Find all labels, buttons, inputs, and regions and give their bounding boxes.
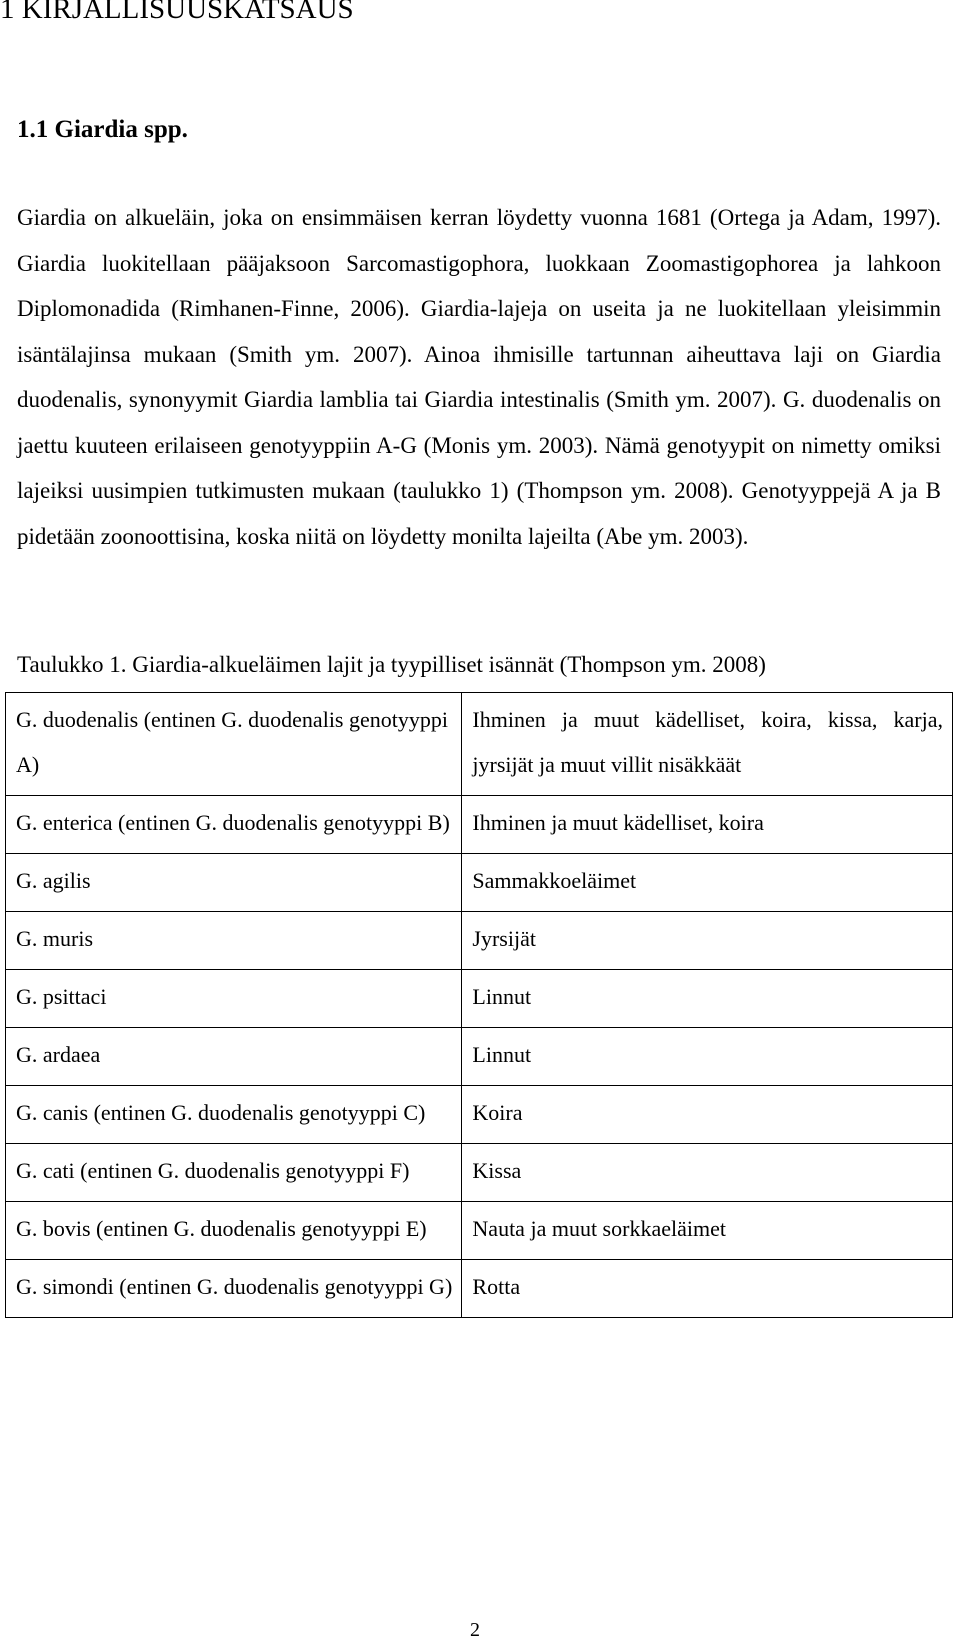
table-row (6, 693, 953, 796)
host-cell: Jyrsijät (462, 912, 953, 970)
table-caption: Taulukko 1. Giardia-alkueläimen lajit ja tyypilliset isännät (Thompson ym. 2008) (17, 652, 766, 677)
page-number: 2 (470, 1619, 480, 1641)
species-cell: G. psittaci (6, 970, 462, 1028)
host-cell: Rotta (462, 1260, 953, 1318)
species-cell: G. cati (entinen G. duodenalis genotyyppi F) (6, 1144, 462, 1202)
chapter-heading: 1 KIRJALLISUUSKATSAUS (0, 0, 354, 25)
species-cell: G. duodenalis (entinen G. duodenalis genotyyppi A) (6, 693, 462, 796)
host-cell: Kissa (462, 1144, 953, 1202)
host-cell: Koira (462, 1086, 953, 1144)
host-cell: Sammakkoeläimet (462, 854, 953, 912)
table-row (6, 1086, 953, 1144)
species-cell: G. canis (entinen G. duodenalis genotyyppi C) (6, 1086, 462, 1144)
species-cell: G. simondi (entinen G. duodenalis genotyyppi G) (6, 1260, 462, 1318)
host-cell: Ihminen ja muut kädelliset, koira (462, 796, 953, 854)
table-row (6, 1260, 953, 1318)
section-heading: 1.1 Giardia spp. (17, 116, 188, 143)
species-cell: G. bovis (entinen G. duodenalis genotyyppi E) (6, 1202, 462, 1260)
host-cell: Ihminen ja muut kädelliset, koira, kissa, karja, jyrsijät ja muut villit nisäkkäät (462, 693, 953, 796)
species-cell: G. enterica (entinen G. duodenalis genotyyppi B) (6, 796, 462, 854)
species-host-table (5, 692, 953, 1318)
body-paragraph: Giardia on alkueläin, joka on ensimmäisen kerran löydetty vuonna 1681 (Ortega ja Adam, 1997). Giardia luokitellaan pääjaksoon Sarcomastigophora, luokkaan Zoomastigophorea ja lahkoon Diplomonadida (Rimhanen-Finne, 2006). Giardia-lajeja on useita ja ne luokitellaan yleisimmin isäntälajinsa mukaan (Smith ym. 2007). Ainoa ihmisille tartunnan aiheuttava laji on Giardia duodenalis, synonyymit Giardia lamblia tai Giardia intestinalis (Smith ym. 2007). G. duodenalis on jaettu kuuteen erilaiseen genotyyppiin A-G (Monis ym. 2003). Nämä genotyypit on nimetty omiksi lajeiksi uusimpien tutkimusten mukaan (taulukko 1) (Thompson ym. 2008). Genotyyppejä A ja B pidetään zoonoottisina, koska niitä on löydetty monilta lajeilta (Abe ym. 2003). (17, 205, 941, 549)
table-row (6, 1028, 953, 1086)
host-cell: Linnut (462, 970, 953, 1028)
host-cell: Linnut (462, 1028, 953, 1086)
species-cell: G. ardaea (6, 1028, 462, 1086)
host-cell: Nauta ja muut sorkkaeläimet (462, 1202, 953, 1260)
table-row (6, 970, 953, 1028)
table-row (6, 796, 953, 854)
species-cell: G. muris (6, 912, 462, 970)
table-row (6, 1144, 953, 1202)
table-row (6, 912, 953, 970)
species-cell: G. agilis (6, 854, 462, 912)
table-row (6, 1202, 953, 1260)
table-row (6, 854, 953, 912)
